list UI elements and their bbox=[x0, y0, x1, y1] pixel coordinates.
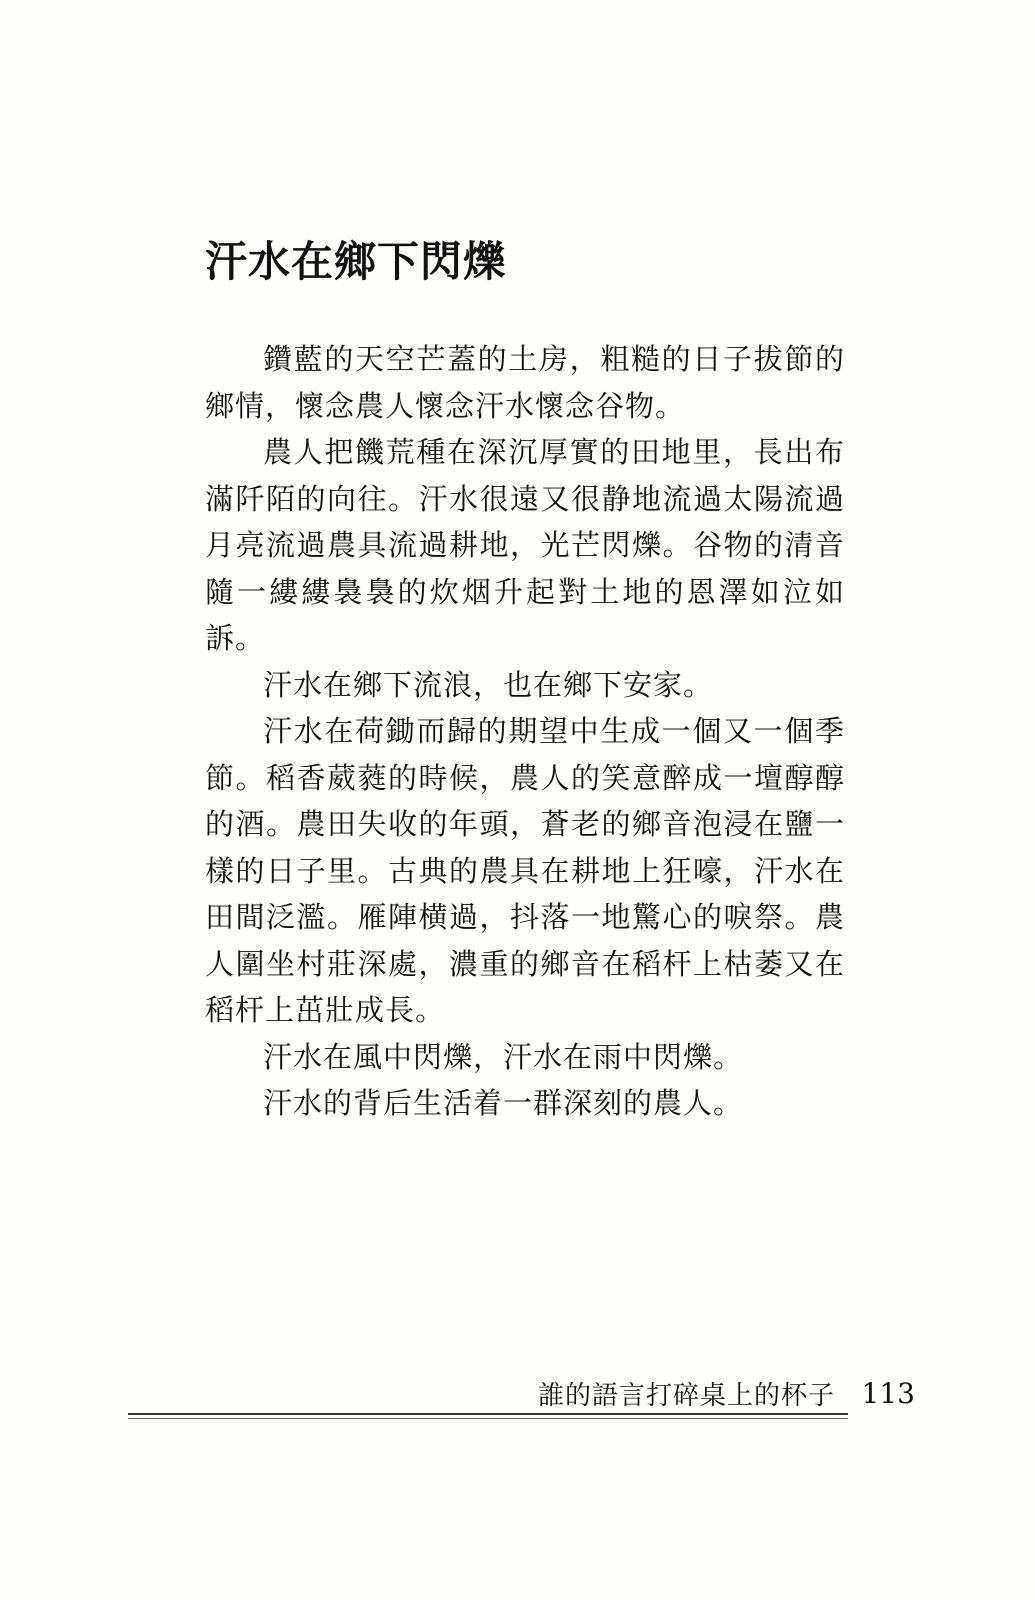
article-body bbox=[205, 336, 845, 1127]
article-title: 汗水在鄉下閃爍 bbox=[205, 237, 507, 286]
footer-rule bbox=[128, 1413, 848, 1415]
page-number: 113 bbox=[861, 1377, 915, 1410]
footer-rule-thin bbox=[128, 1418, 848, 1419]
running-footer-book-title: 誰的語言打碎桌上的杯子 bbox=[537, 1381, 835, 1411]
paragraph: 汗水在風中閃爍，汗水在雨中閃爍。 bbox=[263, 1039, 744, 1074]
page-footer bbox=[128, 1371, 923, 1421]
paragraph: 汗水在鄉下流浪，也在鄉下安家。 bbox=[263, 667, 714, 702]
paragraph: 汗水在荷鋤而歸的期望中生成一個又一個季節。稻香葳蕤的時候，農人的笑意醉成一壇醇醇的酒。農田失收的年頭，蒼老的鄉音泡浸在鹽一樣的日子里。古典的農具在耕地上狂嚎，汗水在田間泛濫。雁陣横過，抖落一地驚心的唳祭。農人圍坐村莊深處，濃重的鄉音在稻杆上枯萎又在稻杆上茁壯成長。 bbox=[205, 714, 845, 1027]
paragraph: 農人把饑荒種在深沉厚實的田地里，長出布滿阡陌的向往。汗水很遠又很静地流過太陽流過月亮流過農具流過耕地，光芒閃爍。谷物的清音隨一縷縷裊裊的炊烟升起對土地的恩澤如泣如訴。 bbox=[205, 435, 845, 655]
paragraph: 汗水的背后生活着一群深刻的農人。 bbox=[263, 1086, 744, 1120]
paragraph: 鑽藍的天空芒蓋的土房，粗糙的日子拔節的鄉情，懷念農人懷念汗水懷念谷物。 bbox=[205, 342, 845, 423]
